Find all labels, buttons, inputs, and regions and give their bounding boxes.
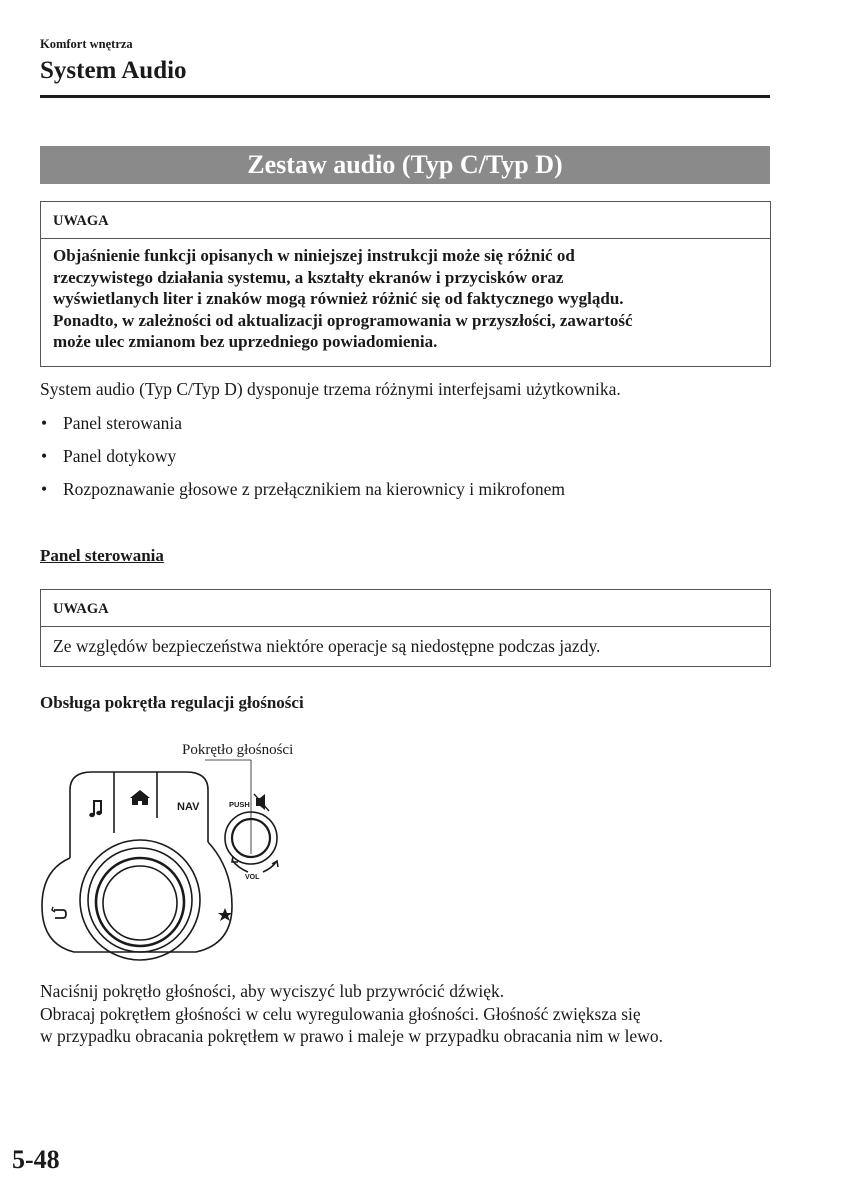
mute-icon	[254, 794, 269, 811]
note-box-general	[40, 201, 771, 367]
title-rule	[40, 95, 770, 98]
note-body: Ze względów bezpieczeństwa niektóre operacje są niedostępne podczas jazdy.	[53, 636, 601, 656]
back-icon	[52, 907, 66, 918]
section-banner: Zestaw audio (Typ C/Typ D)	[40, 146, 770, 184]
music-icon	[89, 800, 102, 817]
page-number: 5-48	[12, 1145, 60, 1174]
note-line: wyświetlanych liter i znaków mogą również różnić się od faktycznego wyglądu.	[53, 289, 624, 308]
note-body	[41, 239, 770, 353]
commander-knob	[96, 858, 184, 946]
control-panel-figure	[36, 738, 336, 970]
note-line: Ponadto, w zależności od aktualizacji oprogramowania w przyszłości, zawartość	[53, 310, 633, 330]
note-line: może ulec zmianom bez uprzedniego powiadomienia.	[53, 332, 438, 351]
subsection-heading: Panel sterowania	[40, 546, 164, 565]
description-line: w przypadku obracania pokrętłem w prawo i maleje w przypadku obracania nim w lewo.	[40, 1026, 663, 1046]
interface-list	[40, 410, 565, 509]
description-paragraph	[40, 980, 663, 1048]
nav-label: NAV	[177, 801, 200, 813]
note-label: UWAGA	[41, 202, 770, 239]
intro-paragraph: System audio (Typ C/Typ D) dysponuje trzema różnymi interfejsami użytkownika.	[40, 379, 621, 399]
page-title: System Audio	[40, 57, 187, 84]
description-line: Obracaj pokrętłem głośności w celu wyregulowania głośności. Głośność zwiększa się	[40, 1003, 641, 1024]
note-box-safety	[40, 589, 771, 667]
home-icon	[130, 790, 150, 805]
volume-knob-callout: Pokrętło głośności	[182, 742, 294, 758]
note-line: Objaśnienie funkcji opisanych w niniejszej instrukcji może się różnić od	[53, 246, 575, 265]
breadcrumb: Komfort wnętrza	[40, 37, 133, 51]
push-label: PUSH	[229, 800, 250, 809]
list-item: • Panel sterowania	[40, 410, 565, 443]
vol-label: VOL	[245, 874, 260, 881]
note-label: UWAGA	[41, 590, 770, 627]
note-line: rzeczywistego działania systemu, a kształty ekranów i przycisków oraz	[53, 267, 564, 287]
volume-heading: Obsługa pokrętła regulacji głośności	[40, 693, 304, 712]
description-line: Naciśnij pokrętło głośności, aby wyciszyć lub przywrócić dźwięk.	[40, 981, 505, 1001]
list-item: • Rozpoznawanie głosowe z przełącznikiem na kierownicy i mikrofonem	[40, 476, 565, 509]
list-item: • Panel dotykowy	[40, 443, 565, 476]
star-icon	[218, 908, 232, 921]
